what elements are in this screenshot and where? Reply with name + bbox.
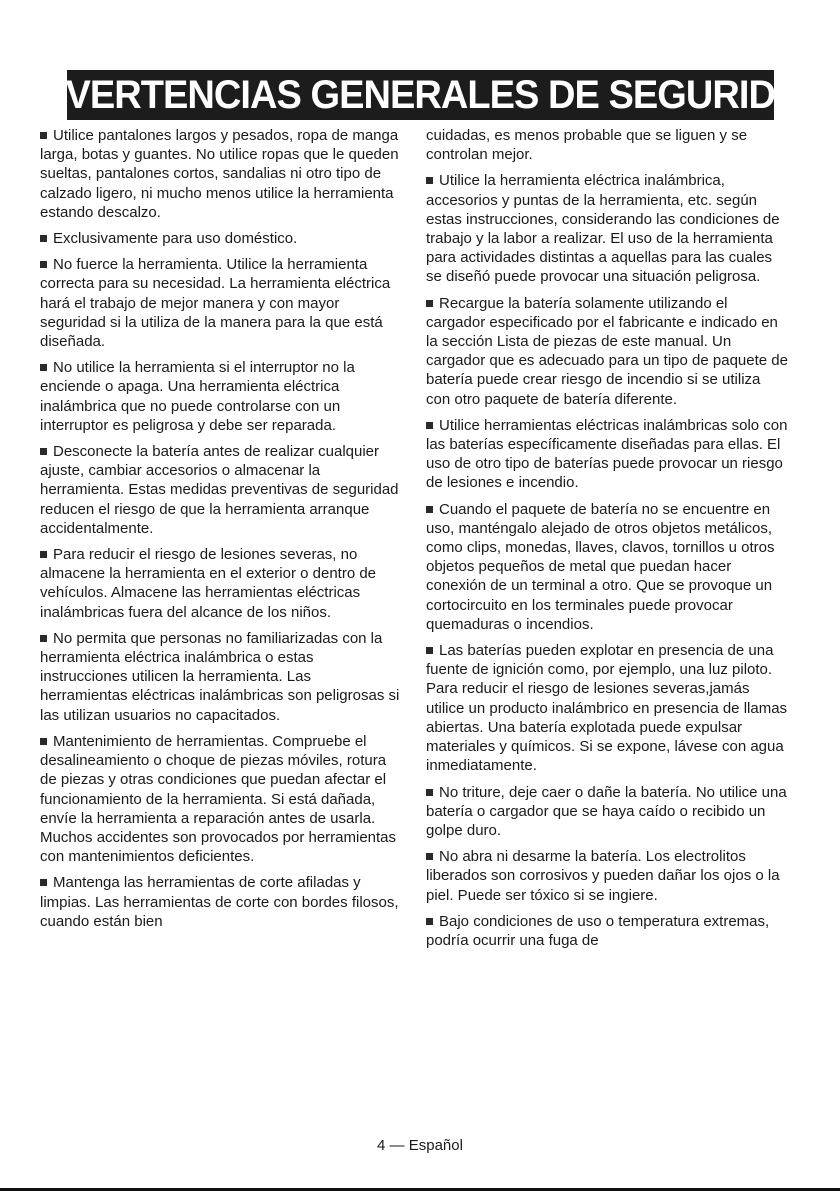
paragraph: Utilice pantalones largos y pesados, ropa de manga larga, botas y guantes. No utilice ropas que le queden sueltas, pantalones cortos, sandalias ni otro tipo de calzado ligero, ni mucho menos utilice la herramienta estando descalzo. — [40, 127, 399, 221]
paragraph: cuidadas, es menos probable que se liguen y se controlan mejor. — [426, 127, 748, 164]
paragraph: No triture, deje caer o dañe la batería. No utilice una batería o cargador que se haya caído o recibido un golpe duro. — [426, 783, 787, 839]
paragraph: No fuerce la herramienta. Utilice la herramienta correcta para su necesidad. La herramienta eléctrica hará el trabajo de mejor manera y con mayor seguridad si la utiliza de la manera para la que está diseñada. — [40, 256, 391, 351]
paragraph: Para reducir el riesgo de lesiones severas, no almacene la herramienta en el exterior o dentro de vehículos. Almacene las herramientas eléctricas inalámbricas fuera del alcance de los niños. — [40, 546, 377, 621]
bullet-icon — [40, 235, 47, 242]
paragraph: Las baterías pueden explotar en presencia de una fuente de ignición como, por ejemplo, una luz piloto. Para reducir el riesgo de lesiones severas,jamás utilice un producto inalámbrico en presencia de llamas abiertas. Una batería explotada puede expulsar materiales y químicos. Si se expone, lávese con agua inmediatamente. — [426, 642, 788, 775]
page-footer: 4 — Español — [377, 1137, 463, 1154]
paragraph: No permita que personas no familiarizadas con la herramienta eléctrica inalámbrica o estas instrucciones utilicen la herramienta. Las herramientas eléctricas inalámbricas son peligrosas si las utilizan usuarios no capacitados. — [40, 629, 400, 724]
paragraph: No abra ni desarme la batería. Los electrolitos liberados son corrosivos y pueden dañar los ojos o la piel. Puede ser tóxico si se ingiere. — [426, 848, 780, 904]
paragraph: Mantenimiento de herramientas. Compruebe el desalineamiento o choque de piezas móviles, rotura de piezas y otras condiciones que puedan afectar el funcionamiento de la herramienta. Si está dañada, envíe la herramienta a reparación antes de usarla. Muchos accidentes son provocados por herramientas con mantenimientos deficientes. — [40, 732, 397, 866]
bullet-icon — [40, 551, 47, 558]
paragraph: Desconecte la batería antes de realizar cualquier ajuste, cambiar accesorios o almacenar la herramienta. Estas medidas preventivas de seguridad reducen el riesgo de que la herramienta arranque accidentalmente. — [40, 443, 399, 537]
bullet-icon — [426, 300, 433, 307]
bullet-icon — [40, 448, 47, 455]
bullet-icon — [426, 506, 433, 513]
paragraph: No utilice la herramienta si el interruptor no la enciende o apaga. Una herramienta eléctrica inalámbrica que no puede controlarse con un interruptor es peligrosa y debe ser reparada. — [40, 359, 355, 434]
bullet-icon — [426, 177, 433, 184]
paragraph: Utilice herramientas eléctricas inalámbricas solo con las baterías específicamente diseñadas para ellas. El uso de otro tipo de baterías puede provocar un riesgo de lesiones e incendio. — [426, 416, 788, 492]
bullet-icon — [426, 918, 433, 925]
bullet-icon — [426, 422, 433, 429]
paragraph: Exclusivamente para uso doméstico. — [40, 229, 402, 248]
bullet-icon — [40, 132, 47, 139]
bullet-icon — [40, 261, 47, 268]
bullet-icon — [40, 635, 47, 642]
paragraph: Utilice la herramienta eléctrica inalámbrica, accesorios y puntas de la herramienta, etc. según estas instrucciones, considerando las condiciones de trabajo y la labor a realizar. El uso de la herramienta para actividades distintas a aquellas para las cuales se diseñó puede provocar una situación peligrosa. — [426, 172, 780, 286]
title-banner — [12, 70, 829, 120]
right-column — [426, 126, 788, 957]
paragraph: Cuando el paquete de batería no se encuentre en uso, manténgalo alejado de otros objetos metálicos, como clips, monedas, llaves, clavos, tornillos u otros objetos pequeños de metal que puedan hacer conexión de un terminal a otro. Que se provoque un cortocircuito en los terminales puede provocar quemaduras o incendios. — [426, 500, 775, 633]
bullet-icon — [426, 647, 433, 654]
paragraph: Recargue la batería solamente utilizando el cargador especificado por el fabricante e indicado en la sección Lista de piezas de este manual. Un cargador que es adecuado para un tipo de paquete de batería puede crear riesgo de incendio si se utiliza con otro paquete de batería diferente. — [426, 294, 788, 408]
bullet-icon — [426, 853, 433, 860]
left-column — [40, 126, 402, 938]
page-title: ADVERTENCIAS GENERALES DE SEGURIDAD — [12, 72, 829, 117]
bullet-icon — [40, 738, 47, 745]
bullet-icon — [40, 364, 47, 371]
paragraph: Bajo condiciones de uso o temperatura extremas, podría ocurrir una fuga de — [426, 912, 770, 949]
paragraph: Mantenga las herramientas de corte afiladas y limpias. Las herramientas de corte con bordes filosos, cuando están bien — [40, 874, 399, 930]
bullet-icon — [426, 789, 433, 796]
bullet-icon — [40, 879, 47, 886]
